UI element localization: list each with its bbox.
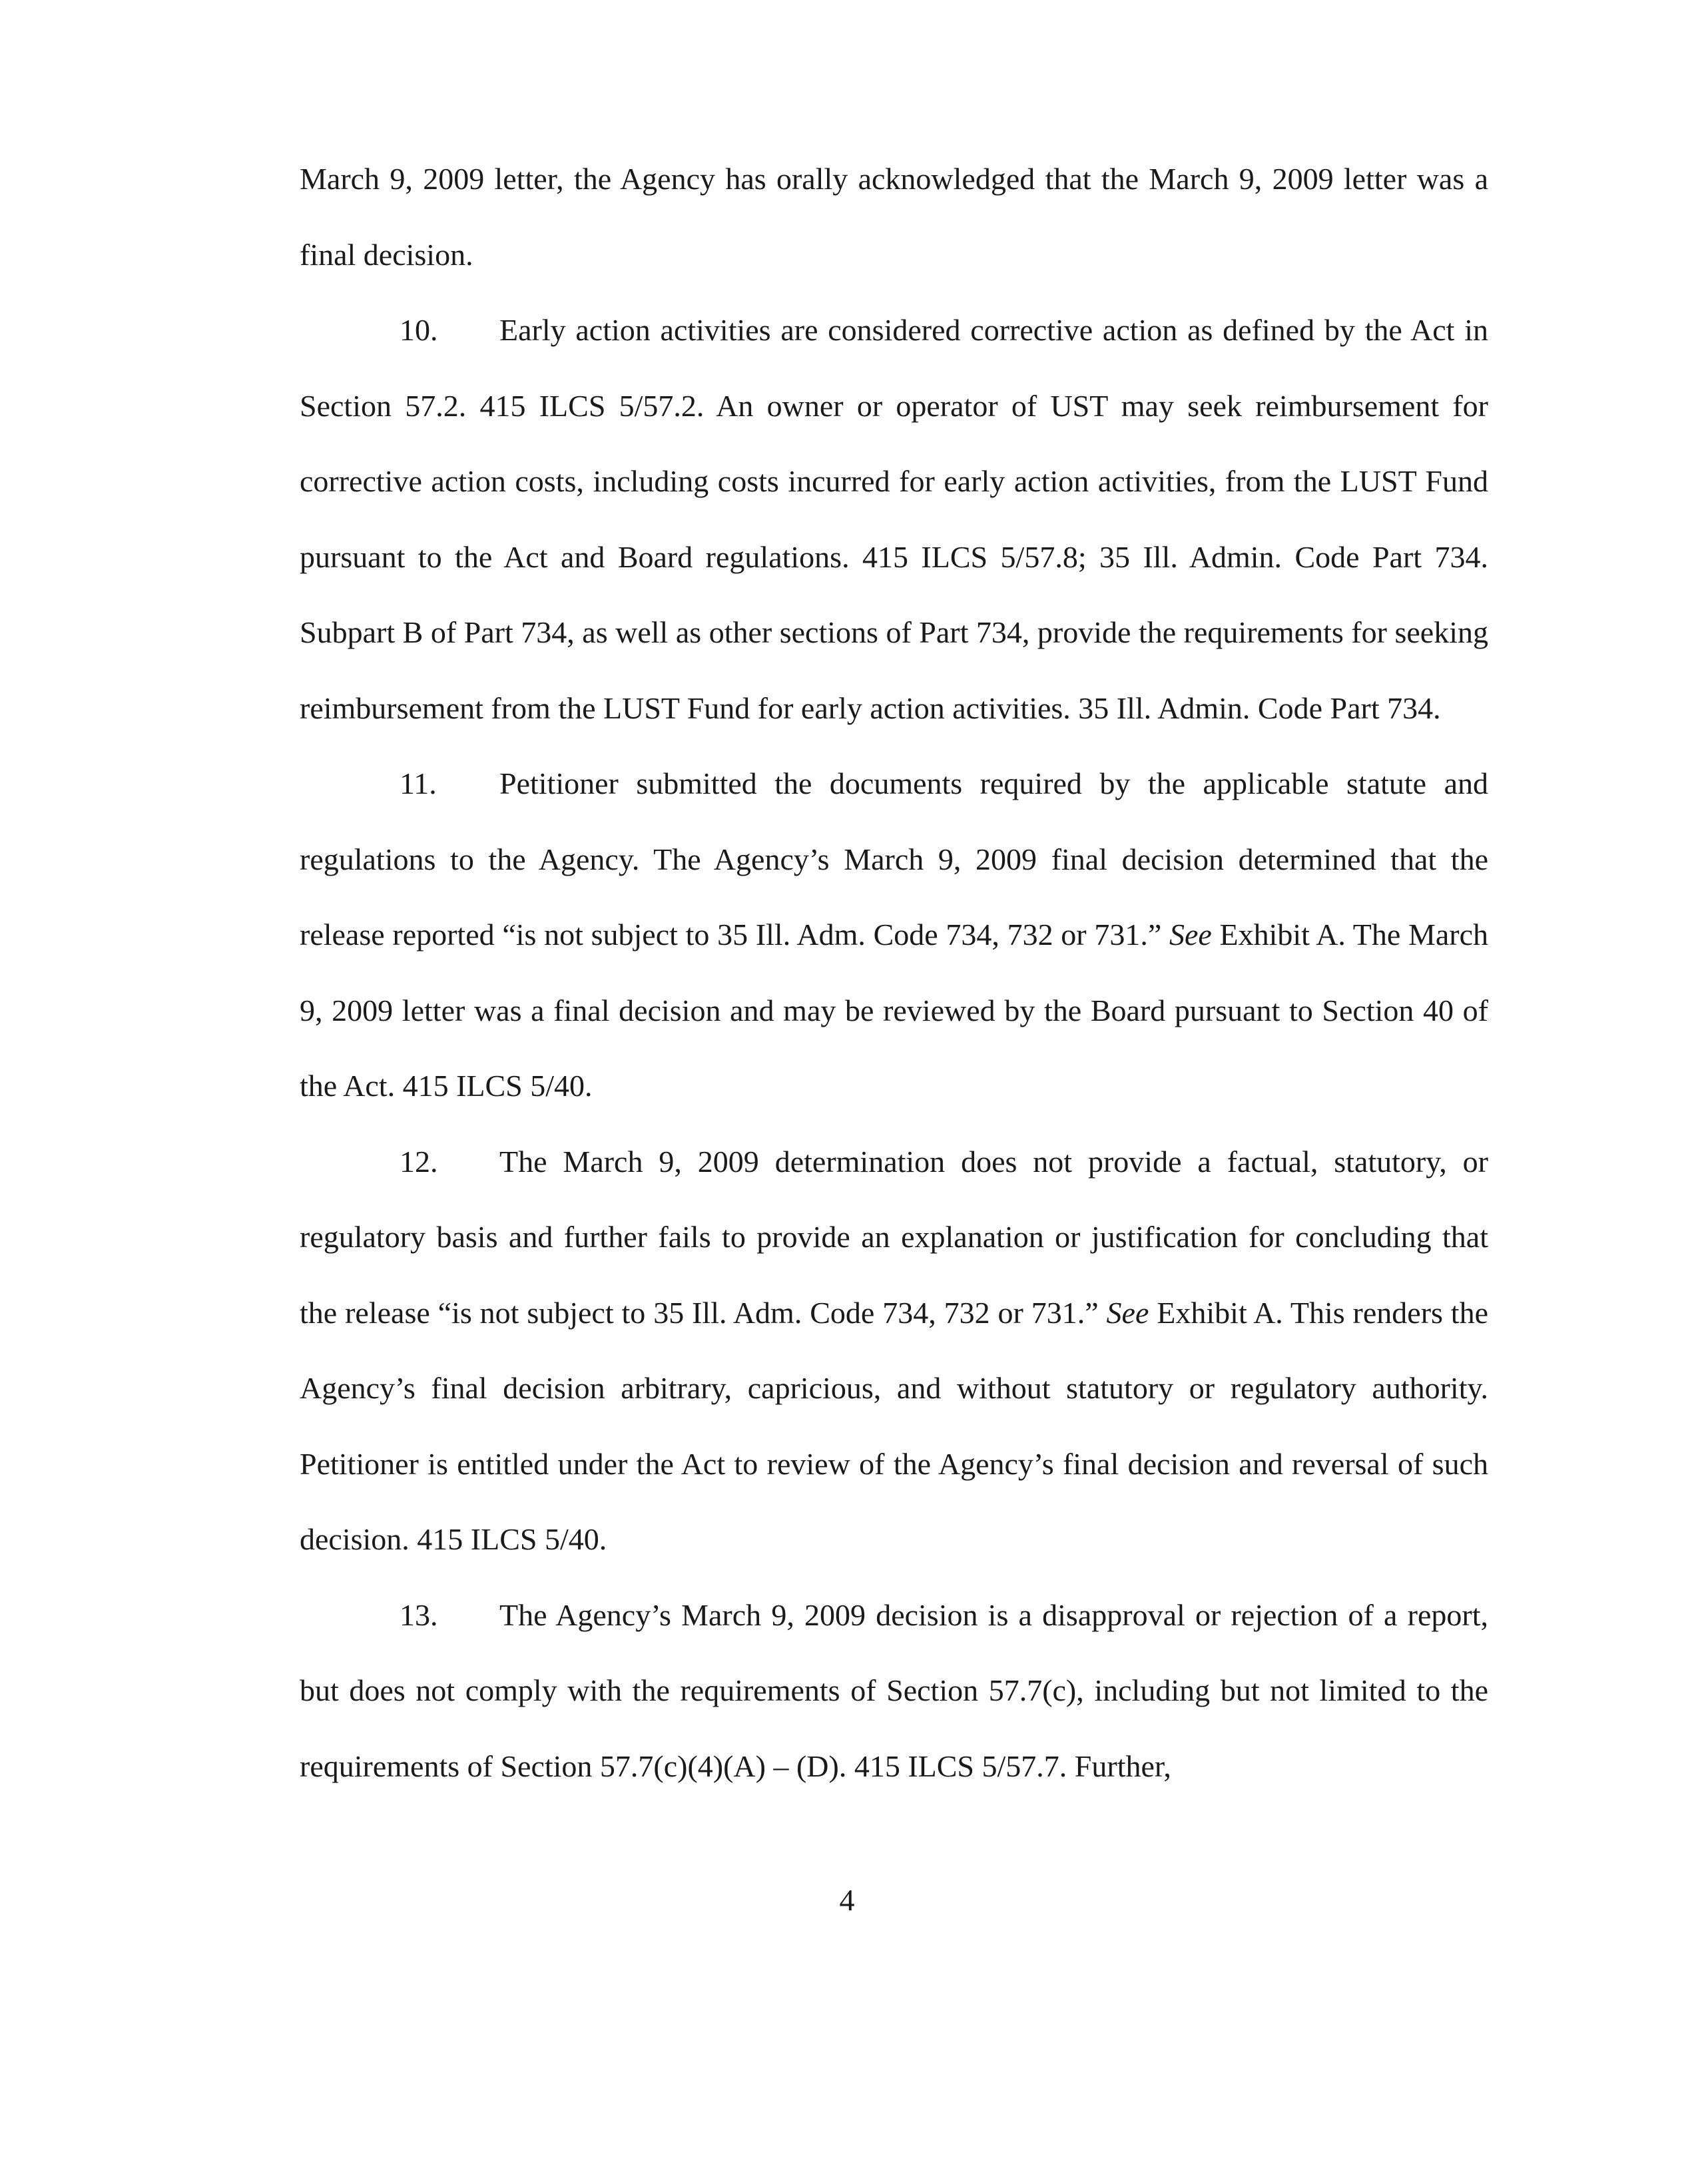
- paragraph: [300, 1577, 1488, 1804]
- paragraph-number: 12.: [400, 1144, 438, 1179]
- citation-signal: See: [1169, 918, 1212, 952]
- paragraph-number: 11.: [400, 766, 437, 800]
- paragraph: [300, 1124, 1488, 1577]
- page-number: 4: [839, 1883, 855, 1917]
- paragraph-text: Early action activities are considered corrective action as defined by the Act in Section 57.2. 415 ILCS 5/57.2. An owner or operator of UST may seek reimbursement for corrective action costs, including costs incurred for early action activities, from the LUST Fund pursuant to the Act and Board regulations. 415 ILCS 5/57.8; 35 Ill. Admin. Code Part 734. Subpart B of Part 734, as well as other sections of Part 734, provide the requirements for seeking reimbursement from the LUST Fund for early action activities. 35 Ill. Admin. Code Part 734.: [300, 313, 1488, 725]
- paragraph-number: 10.: [400, 313, 438, 347]
- paragraph-text: Petitioner submitted the documents required by the applicable statute and regulations to the Agency. The Agency’s March 9, 2009 final decision determined that the release reported “is not subject to 35 Ill. Adm. Code 734, 732 or 731.”: [300, 766, 1488, 952]
- paragraph-text: The Agency’s March 9, 2009 decision is a disapproval or rejection of a report, but does not comply with the requirements of Section 57.7(c), including but not limited to the requirements of Section 57.7(c)(4)(A) – (D). 415 ILCS 5/57.7. Further,: [300, 1597, 1488, 1783]
- paragraph: [300, 292, 1488, 746]
- citation-signal: See: [1106, 1295, 1149, 1330]
- paragraph-text: Exhibit A. The March 9, 2009 letter was a final decision and may be reviewed by the Board pursuant to Section 40 of the Act. 415 ILCS 5/40.: [300, 918, 1489, 1103]
- paragraph-text: March 9, 2009 letter, the Agency has orally acknowledged that the March 9, 2009 letter was a final decision.: [300, 162, 1488, 272]
- document-body: [300, 141, 1488, 1804]
- paragraph: [300, 141, 1488, 292]
- paragraph: [300, 746, 1488, 1124]
- paragraph-number: 13.: [400, 1597, 438, 1632]
- paragraph-text: Exhibit A. This renders the Agency’s final decision arbitrary, capricious, and without statutory or regulatory authority. Petitioner is entitled under the Act to review of the Agency’s final decision and reversal of such decision. 415 ILCS 5/40.: [300, 1295, 1489, 1556]
- paragraph-text: The March 9, 2009 determination does not provide a factual, statutory, or regulatory basis and further fails to provide an explanation or justification for concluding that the release “is not subject to 35 Ill. Adm. Code 734, 732 or 731.”: [300, 1144, 1488, 1330]
